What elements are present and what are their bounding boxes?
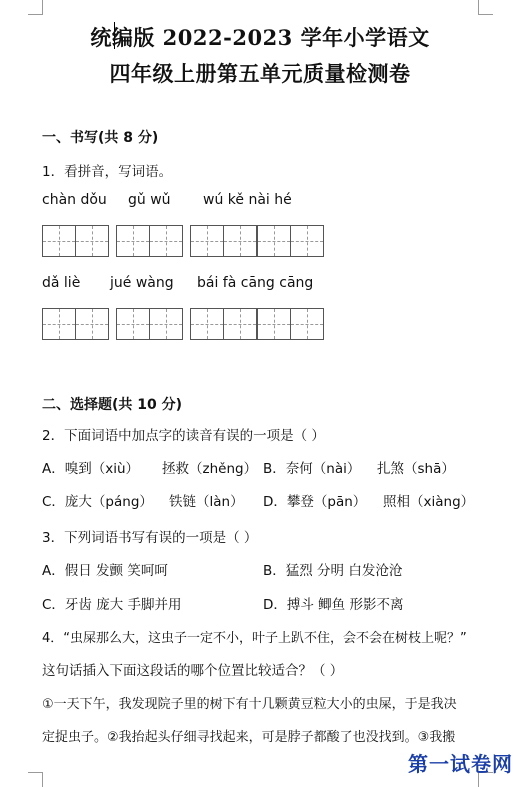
- pinyin-label: gǔ wǔ: [128, 192, 171, 208]
- pinyin-label: bái fà cāng cāng: [197, 275, 314, 291]
- passage-line: 定捉虫子。②我抬起头仔细寻找起来，可是脖子都酸了也没找到。③我搬: [42, 730, 456, 745]
- writing-box-pair[interactable]: [190, 225, 257, 257]
- option-a: A．嗅到（xiù）: [42, 461, 140, 477]
- option-d-word2: 照相（xiàng）: [383, 494, 475, 510]
- passage-line: ①一天下午，我发现院子里的树下有十几颗黄豆粒大小的虫屎，于是我决: [42, 697, 457, 712]
- pinyin-label: wú kě nài hé: [203, 192, 292, 208]
- writing-box-pair[interactable]: [257, 225, 324, 257]
- page-corner-mark: [478, 0, 493, 15]
- page-corner-mark: [28, 772, 43, 787]
- question-2: 2．下面词语中加点字的读音有误的一项是（ ）: [42, 428, 325, 444]
- option-d: D．攀登（pān）: [263, 494, 367, 510]
- section-heading: 一、书写(共 8 分): [42, 130, 159, 146]
- option-d: D．搏斗 鲫鱼 形影不离: [263, 597, 404, 613]
- writing-box-pair[interactable]: [116, 308, 183, 340]
- option-a: A．假日 发颤 笑呵呵: [42, 563, 168, 579]
- question-4: 4．“虫屎那么大，这虫子一定不小，叶子上趴不住，会不会在树枝上呢？”: [42, 631, 467, 646]
- question-3: 3．下列词语书写有误的一项是（ ）: [42, 530, 258, 546]
- option-b: B．奈何（nài）: [263, 461, 361, 477]
- writing-box-pair[interactable]: [42, 308, 109, 340]
- writing-box-pair[interactable]: [116, 225, 183, 257]
- page-corner-mark: [28, 0, 43, 15]
- doc-title-line1: 统编版 2022-2023 学年小学语文: [90, 25, 430, 50]
- question-1: 1．看拼音，写词语。: [42, 164, 173, 180]
- writing-box-pair[interactable]: [42, 225, 109, 257]
- option-b-word2: 扎煞（shā）: [377, 461, 455, 477]
- watermark-logo: 第一试卷网: [408, 752, 513, 776]
- pinyin-label: chàn dǒu: [42, 192, 107, 208]
- option-a-word2: 拯救（zhěng）: [162, 461, 258, 477]
- question-4-prompt: 这句话插入下面这段话的哪个位置比较适合？（ ）: [42, 663, 344, 679]
- writing-box-pair[interactable]: [190, 308, 257, 340]
- pinyin-label: jué wàng: [110, 275, 174, 291]
- pinyin-label: dǎ liè: [42, 275, 81, 291]
- option-c-word2: 铁链（làn）: [169, 494, 244, 510]
- writing-box-pair[interactable]: [257, 308, 324, 340]
- option-c: C．牙齿 庞大 手脚并用: [42, 597, 182, 613]
- option-b: B．猛烈 分明 白发沧沧: [263, 563, 403, 579]
- option-c: C．庞大（páng）: [42, 494, 153, 510]
- doc-title-line2: 四年级上册第五单元质量检测卷: [109, 61, 411, 86]
- section-heading: 二、选择题(共 10 分): [42, 397, 183, 413]
